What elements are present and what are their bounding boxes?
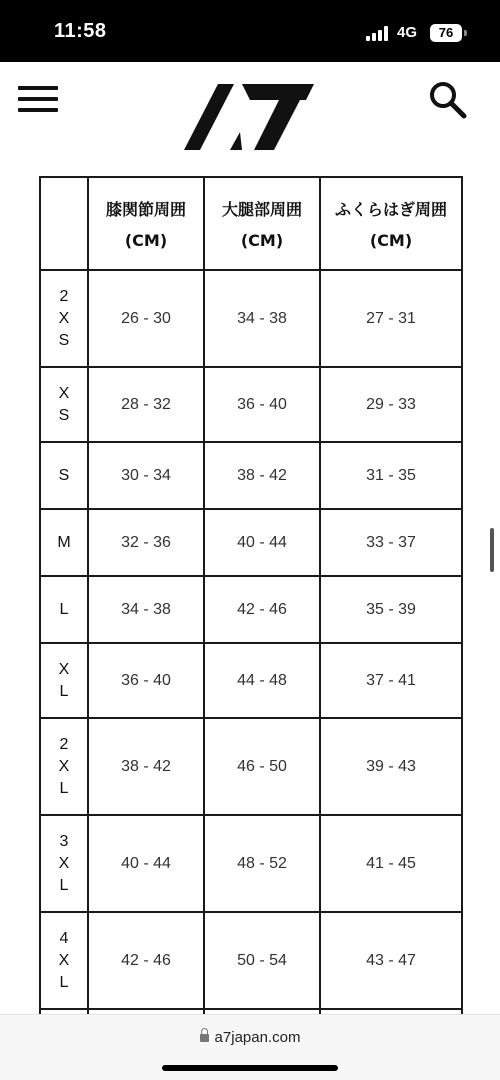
status-bar xyxy=(0,0,500,62)
thigh-cell: 44 - 48 xyxy=(204,643,320,718)
calf-cell: 43 - 47 xyxy=(320,912,462,1009)
size-cell: M xyxy=(40,509,88,576)
size-cell: S xyxy=(40,442,88,509)
calf-cell: 39 - 43 xyxy=(320,718,462,815)
url-field[interactable] xyxy=(0,1029,500,1046)
column-header-knee: 膝関節周囲(CM) xyxy=(88,177,204,270)
browser-address-bar[interactable] xyxy=(0,1014,500,1080)
size-cell: X L xyxy=(40,643,88,718)
thigh-cell: 48 - 52 xyxy=(204,815,320,912)
table-row xyxy=(40,643,462,718)
thigh-cell: 36 - 40 xyxy=(204,367,320,442)
hamburger-menu-icon[interactable] xyxy=(18,82,60,118)
size-cell: X S xyxy=(40,367,88,442)
table-row xyxy=(40,576,462,643)
knee-cell: 28 - 32 xyxy=(88,367,204,442)
status-time: 11:58 xyxy=(54,20,107,42)
table-row xyxy=(40,815,462,912)
size-cell: L xyxy=(40,576,88,643)
thigh-cell: 50 - 54 xyxy=(204,912,320,1009)
home-indicator[interactable] xyxy=(162,1065,338,1071)
calf-cell: 31 - 35 xyxy=(320,442,462,509)
table-row xyxy=(40,718,462,815)
column-header-thigh: 大腿部周囲(CM) xyxy=(204,177,320,270)
knee-cell: 36 - 40 xyxy=(88,643,204,718)
url-text: a7japan.com xyxy=(214,1029,301,1046)
a7-logo[interactable] xyxy=(184,80,314,150)
battery-icon: 76 xyxy=(430,24,462,42)
calf-cell: 27 - 31 xyxy=(320,270,462,367)
knee-cell: 32 - 36 xyxy=(88,509,204,576)
calf-cell: 33 - 37 xyxy=(320,509,462,576)
site-header xyxy=(0,62,500,172)
table-row xyxy=(40,367,462,442)
lock-icon xyxy=(200,1034,209,1042)
signal-icon xyxy=(366,26,390,41)
thigh-cell: 46 - 50 xyxy=(204,718,320,815)
size-cell: 2 X L xyxy=(40,718,88,815)
thigh-cell: 38 - 42 xyxy=(204,442,320,509)
knee-cell: 26 - 30 xyxy=(88,270,204,367)
table-row xyxy=(40,442,462,509)
calf-cell: 35 - 39 xyxy=(320,576,462,643)
size-cell: 3 X L xyxy=(40,815,88,912)
search-icon[interactable] xyxy=(428,80,468,120)
thigh-cell: 40 - 44 xyxy=(204,509,320,576)
knee-cell: 42 - 46 xyxy=(88,912,204,1009)
knee-cell: 40 - 44 xyxy=(88,815,204,912)
knee-cell: 30 - 34 xyxy=(88,442,204,509)
knee-cell: 38 - 42 xyxy=(88,718,204,815)
thigh-cell: 42 - 46 xyxy=(204,576,320,643)
table-row xyxy=(40,912,462,1009)
table-row xyxy=(40,270,462,367)
size-cell: 4 X L xyxy=(40,912,88,1009)
table-row xyxy=(40,509,462,576)
thigh-cell: 34 - 38 xyxy=(204,270,320,367)
table-header-row xyxy=(40,177,462,270)
column-header-calf: ふくらはぎ周囲(CM) xyxy=(320,177,462,270)
knee-cell: 34 - 38 xyxy=(88,576,204,643)
column-header-size xyxy=(40,177,88,270)
calf-cell: 37 - 41 xyxy=(320,643,462,718)
calf-cell: 41 - 45 xyxy=(320,815,462,912)
size-chart-table xyxy=(39,176,463,1050)
scrollbar[interactable] xyxy=(490,528,494,572)
size-cell: 2 X S xyxy=(40,270,88,367)
battery-tip xyxy=(464,30,467,36)
calf-cell: 29 - 33 xyxy=(320,367,462,442)
network-type: 4G xyxy=(397,24,418,41)
